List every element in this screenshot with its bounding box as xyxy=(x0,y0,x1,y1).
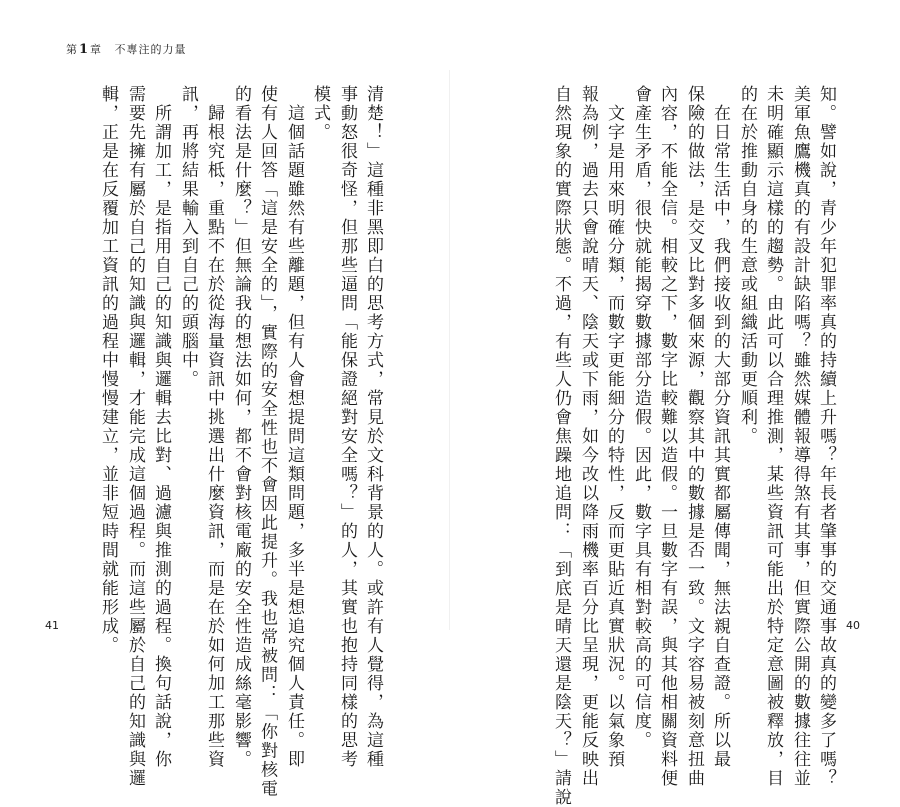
running-head xyxy=(66,41,187,57)
left-line: 事動怒很奇怪，但那些逼問「能保證絕對安全嗎？」的人，其實也抱持同樣的思考 xyxy=(337,85,357,769)
chapter-title: 不專注的力量 xyxy=(114,43,187,56)
right-line: 自然現象的實際狀態。不過，有些人仍會焦躁地追問：「到底是晴天還是陰天？」請說 xyxy=(551,85,571,807)
left-line: 歸根究柢，重點不在於從海量資訊中挑選出什麼資訊，而是在於如何加工那些資 xyxy=(204,85,224,769)
right-line: 文字是用來明確分類，而數字更能細分的特性，反而更貼近真實狀況。以氣象預 xyxy=(604,85,624,769)
right-line: 未明確顯示這樣的趨勢。由此可以合理推測，某些資訊可能出於特定意圖被釋放，目 xyxy=(763,85,783,788)
right-line: 知。譬如說，青少年犯罪率真的持續上升嗎？年長者肇事的交通事故真的變多了嗎？ xyxy=(816,85,836,788)
right-line: 在日常生活中，我們接收到的大部分資訊其實都屬傳聞，無法親自查證。所以最 xyxy=(710,85,730,769)
left-line: 這個話題雖然有些離題，但有人會想提問這類問題，多半是想追究個人責任。即 xyxy=(284,85,304,769)
left-line: 輯，正是在反覆加工資訊的過程中慢慢建立，並非短時間就能形成。 xyxy=(98,85,118,655)
chapter-prefix: 第 xyxy=(66,43,78,56)
page-number-right: 40 xyxy=(846,619,860,632)
right-line: 會產生矛盾，很快就能揭穿數據部分造假。因此，數字具有相對較高的可信度。 xyxy=(631,85,651,750)
right-line: 內容，不能全信。相較之下，數字比較難以造假。一旦數字有誤，與其他相關資料便 xyxy=(657,85,677,788)
chapter-suffix: 章 xyxy=(90,43,103,56)
left-line: 需要先擁有屬於自己的知識與邏輯，才能完成這個過程。而這些屬於自己的知識與邏 xyxy=(125,85,145,788)
right-line: 美軍魚鷹機真的有設計缺陷嗎？雖然媒體報導得煞有其事，但實際公開的數據往往並 xyxy=(790,85,810,788)
left-line: 清楚！」這種非黑即白的思考方式，常見於文科背景的人。或許有人覺得，為這種 xyxy=(363,85,383,769)
left-line: 使有人回答「這是安全的」，實際的安全性也不會因此提升。我也常被問：「你對核電 xyxy=(257,85,277,799)
right-line: 的在於推動自身的生意或組織活動更順利。 xyxy=(737,85,757,446)
left-line: 所謂加工，是指用自己的知識與邏輯去比對、過濾與推測的過程。換句話說，你 xyxy=(151,85,171,769)
left-line: 訊，再將結果輸入到自己的頭腦中。 xyxy=(178,85,198,389)
right-line: 保險的做法，是交叉比對多個來源，觀察其中的數據是否一致。文字容易被刻意扭曲 xyxy=(684,85,704,788)
left-line: 的看法是什麼？」但無論我的想法如何，都不會對核電廠的安全性造成絲毫影響。 xyxy=(231,85,251,769)
page-number-left: 41 xyxy=(45,619,59,632)
right-line: 報為例，過去只會說晴天、陰天或下雨，如今改以降雨機率百分比呈現，更能反映出 xyxy=(578,85,598,788)
chapter-number: 1 xyxy=(79,42,90,57)
left-line: 模式。 xyxy=(310,85,330,142)
gutter xyxy=(449,70,450,630)
